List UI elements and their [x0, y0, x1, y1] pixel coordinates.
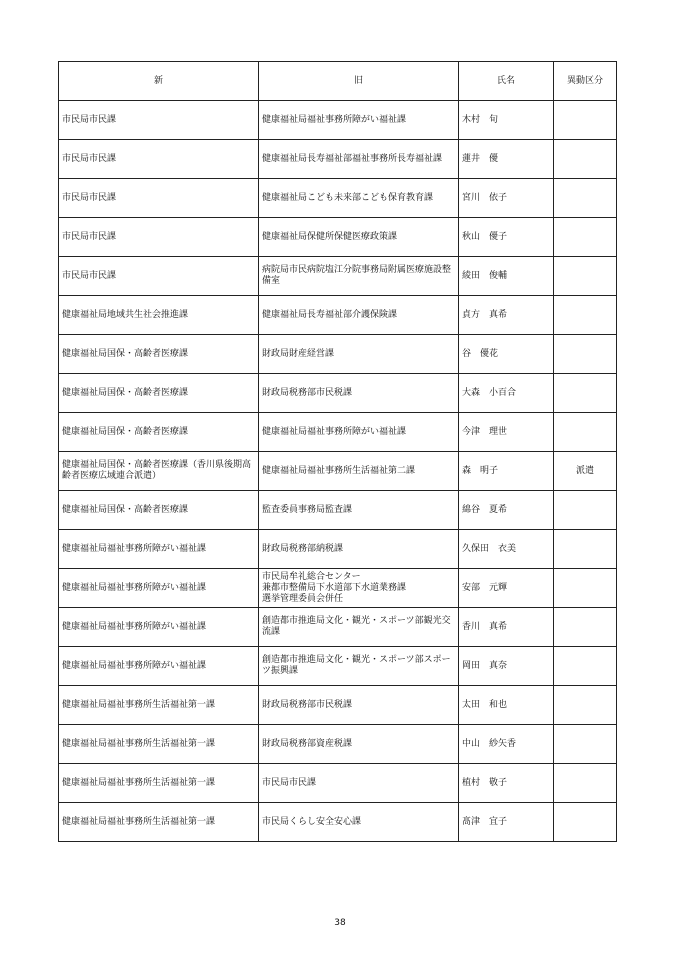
table-row	[59, 764, 617, 803]
new-department-cell: 健康福祉局国保・高齢者医療課	[59, 374, 259, 413]
new-department-cell: 健康福祉局福祉事務所生活福祉第一課	[59, 686, 259, 725]
header-old: 旧	[259, 62, 459, 101]
new-department-cell: 健康福祉局国保・高齢者医療課（香川県後期高齢者医療広域連合派遣）	[59, 452, 259, 491]
transfer-type-cell	[554, 374, 617, 413]
employee-name-cell: 秋山 優子	[459, 218, 554, 257]
employee-name-cell: 香川 真希	[459, 608, 554, 647]
table-row	[59, 491, 617, 530]
transfer-type-cell	[554, 491, 617, 530]
transfer-type-cell	[554, 803, 617, 842]
old-department-cell: 創造都市推進局文化・観光・スポーツ部スポーツ振興課	[259, 647, 459, 686]
employee-name-cell: 太田 和也	[459, 686, 554, 725]
table-body	[59, 101, 617, 842]
transfer-type-cell	[554, 179, 617, 218]
old-department-cell: 健康福祉局長寿福祉部介護保険課	[259, 296, 459, 335]
old-department-cell: 財政局税務部納税課	[259, 530, 459, 569]
header-name: 氏名	[459, 62, 554, 101]
transfer-type-cell	[554, 101, 617, 140]
table-row	[59, 452, 617, 491]
table-row	[59, 218, 617, 257]
table-row	[59, 413, 617, 452]
employee-name-cell: 中山 紗矢香	[459, 725, 554, 764]
table-row	[59, 725, 617, 764]
table-row	[59, 335, 617, 374]
new-department-cell: 健康福祉局福祉事務所生活福祉第一課	[59, 764, 259, 803]
table-row	[59, 647, 617, 686]
old-department-cell: 健康福祉局福祉事務所障がい福祉課	[259, 101, 459, 140]
employee-name-cell: 綾田 俊輔	[459, 257, 554, 296]
table-row	[59, 569, 617, 608]
table-row	[59, 179, 617, 218]
old-department-cell: 財政局税務部市民税課	[259, 686, 459, 725]
transfer-type-cell	[554, 530, 617, 569]
old-department-cell: 監査委員事務局監査課	[259, 491, 459, 530]
transfer-type-cell	[554, 686, 617, 725]
transfer-type-cell	[554, 257, 617, 296]
transfer-type-cell	[554, 296, 617, 335]
old-department-cell: 市民局くらし安全安心課	[259, 803, 459, 842]
new-department-cell: 健康福祉局福祉事務所障がい福祉課	[59, 530, 259, 569]
personnel-transfer-table	[58, 61, 617, 842]
old-department-cell: 健康福祉局福祉事務所生活福祉第二課	[259, 452, 459, 491]
table-row	[59, 530, 617, 569]
transfer-type-cell: 派遣	[554, 452, 617, 491]
employee-name-cell: 大森 小百合	[459, 374, 554, 413]
table-row	[59, 140, 617, 179]
new-department-cell: 健康福祉局国保・高齢者医療課	[59, 413, 259, 452]
employee-name-cell: 岡田 真奈	[459, 647, 554, 686]
employee-name-cell: 綿谷 夏希	[459, 491, 554, 530]
new-department-cell: 健康福祉局国保・高齢者医療課	[59, 491, 259, 530]
transfer-type-cell	[554, 218, 617, 257]
transfer-type-cell	[554, 647, 617, 686]
transfer-type-cell	[554, 335, 617, 374]
transfer-type-cell	[554, 608, 617, 647]
employee-name-cell: 貞方 真希	[459, 296, 554, 335]
old-department-cell: 財政局税務部市民税課	[259, 374, 459, 413]
employee-name-cell: 久保田 衣美	[459, 530, 554, 569]
old-department-cell: 財政局財産経営課	[259, 335, 459, 374]
old-department-cell: 健康福祉局こども未来部こども保育教育課	[259, 179, 459, 218]
new-department-cell: 健康福祉局地域共生社会推進課	[59, 296, 259, 335]
new-department-cell: 市民局市民課	[59, 101, 259, 140]
old-department-cell: 健康福祉局福祉事務所障がい福祉課	[259, 413, 459, 452]
employee-name-cell: 宮川 依子	[459, 179, 554, 218]
employee-name-cell: 今津 理世	[459, 413, 554, 452]
new-department-cell: 市民局市民課	[59, 257, 259, 296]
new-department-cell: 市民局市民課	[59, 140, 259, 179]
new-department-cell: 市民局市民課	[59, 179, 259, 218]
new-department-cell: 健康福祉局福祉事務所障がい福祉課	[59, 647, 259, 686]
transfer-type-cell	[554, 725, 617, 764]
transfer-type-cell	[554, 140, 617, 179]
table-row	[59, 296, 617, 335]
old-department-cell: 創造都市推進局文化・観光・スポーツ部観光交流課	[259, 608, 459, 647]
employee-name-cell: 安部 元輝	[459, 569, 554, 608]
header-transfer-type: 異動区分	[554, 62, 617, 101]
page-number: 38	[334, 918, 346, 928]
old-department-cell: 市民局牟礼総合センター 兼都市整備局下水道部下水道業務課 選挙管理委員会併任	[259, 569, 459, 608]
table-row	[59, 101, 617, 140]
old-department-cell: 病院局市民病院塩江分院事務局附属医療施設整備室	[259, 257, 459, 296]
employee-name-cell: 髙津 宜子	[459, 803, 554, 842]
table-row	[59, 686, 617, 725]
new-department-cell: 健康福祉局福祉事務所生活福祉第一課	[59, 725, 259, 764]
old-department-cell: 健康福祉局保健所保健医療政策課	[259, 218, 459, 257]
old-department-cell: 健康福祉局長寿福祉部福祉事務所長寿福祉課	[259, 140, 459, 179]
new-department-cell: 健康福祉局福祉事務所障がい福祉課	[59, 569, 259, 608]
old-department-cell: 市民局市民課	[259, 764, 459, 803]
table-row	[59, 803, 617, 842]
old-department-cell: 財政局税務部資産税課	[259, 725, 459, 764]
new-department-cell: 健康福祉局福祉事務所生活福祉第一課	[59, 803, 259, 842]
transfer-type-cell	[554, 569, 617, 608]
employee-name-cell: 植村 敬子	[459, 764, 554, 803]
employee-name-cell: 谷 優花	[459, 335, 554, 374]
employee-name-cell: 木村 旬	[459, 101, 554, 140]
new-department-cell: 健康福祉局福祉事務所障がい福祉課	[59, 608, 259, 647]
table-row	[59, 608, 617, 647]
table-header-row	[59, 62, 617, 101]
employee-name-cell: 蓮井 優	[459, 140, 554, 179]
table-row	[59, 374, 617, 413]
transfer-type-cell	[554, 413, 617, 452]
new-department-cell: 市民局市民課	[59, 218, 259, 257]
employee-name-cell: 森 明子	[459, 452, 554, 491]
header-new: 新	[59, 62, 259, 101]
new-department-cell: 健康福祉局国保・高齢者医療課	[59, 335, 259, 374]
transfer-type-cell	[554, 764, 617, 803]
table-row	[59, 257, 617, 296]
